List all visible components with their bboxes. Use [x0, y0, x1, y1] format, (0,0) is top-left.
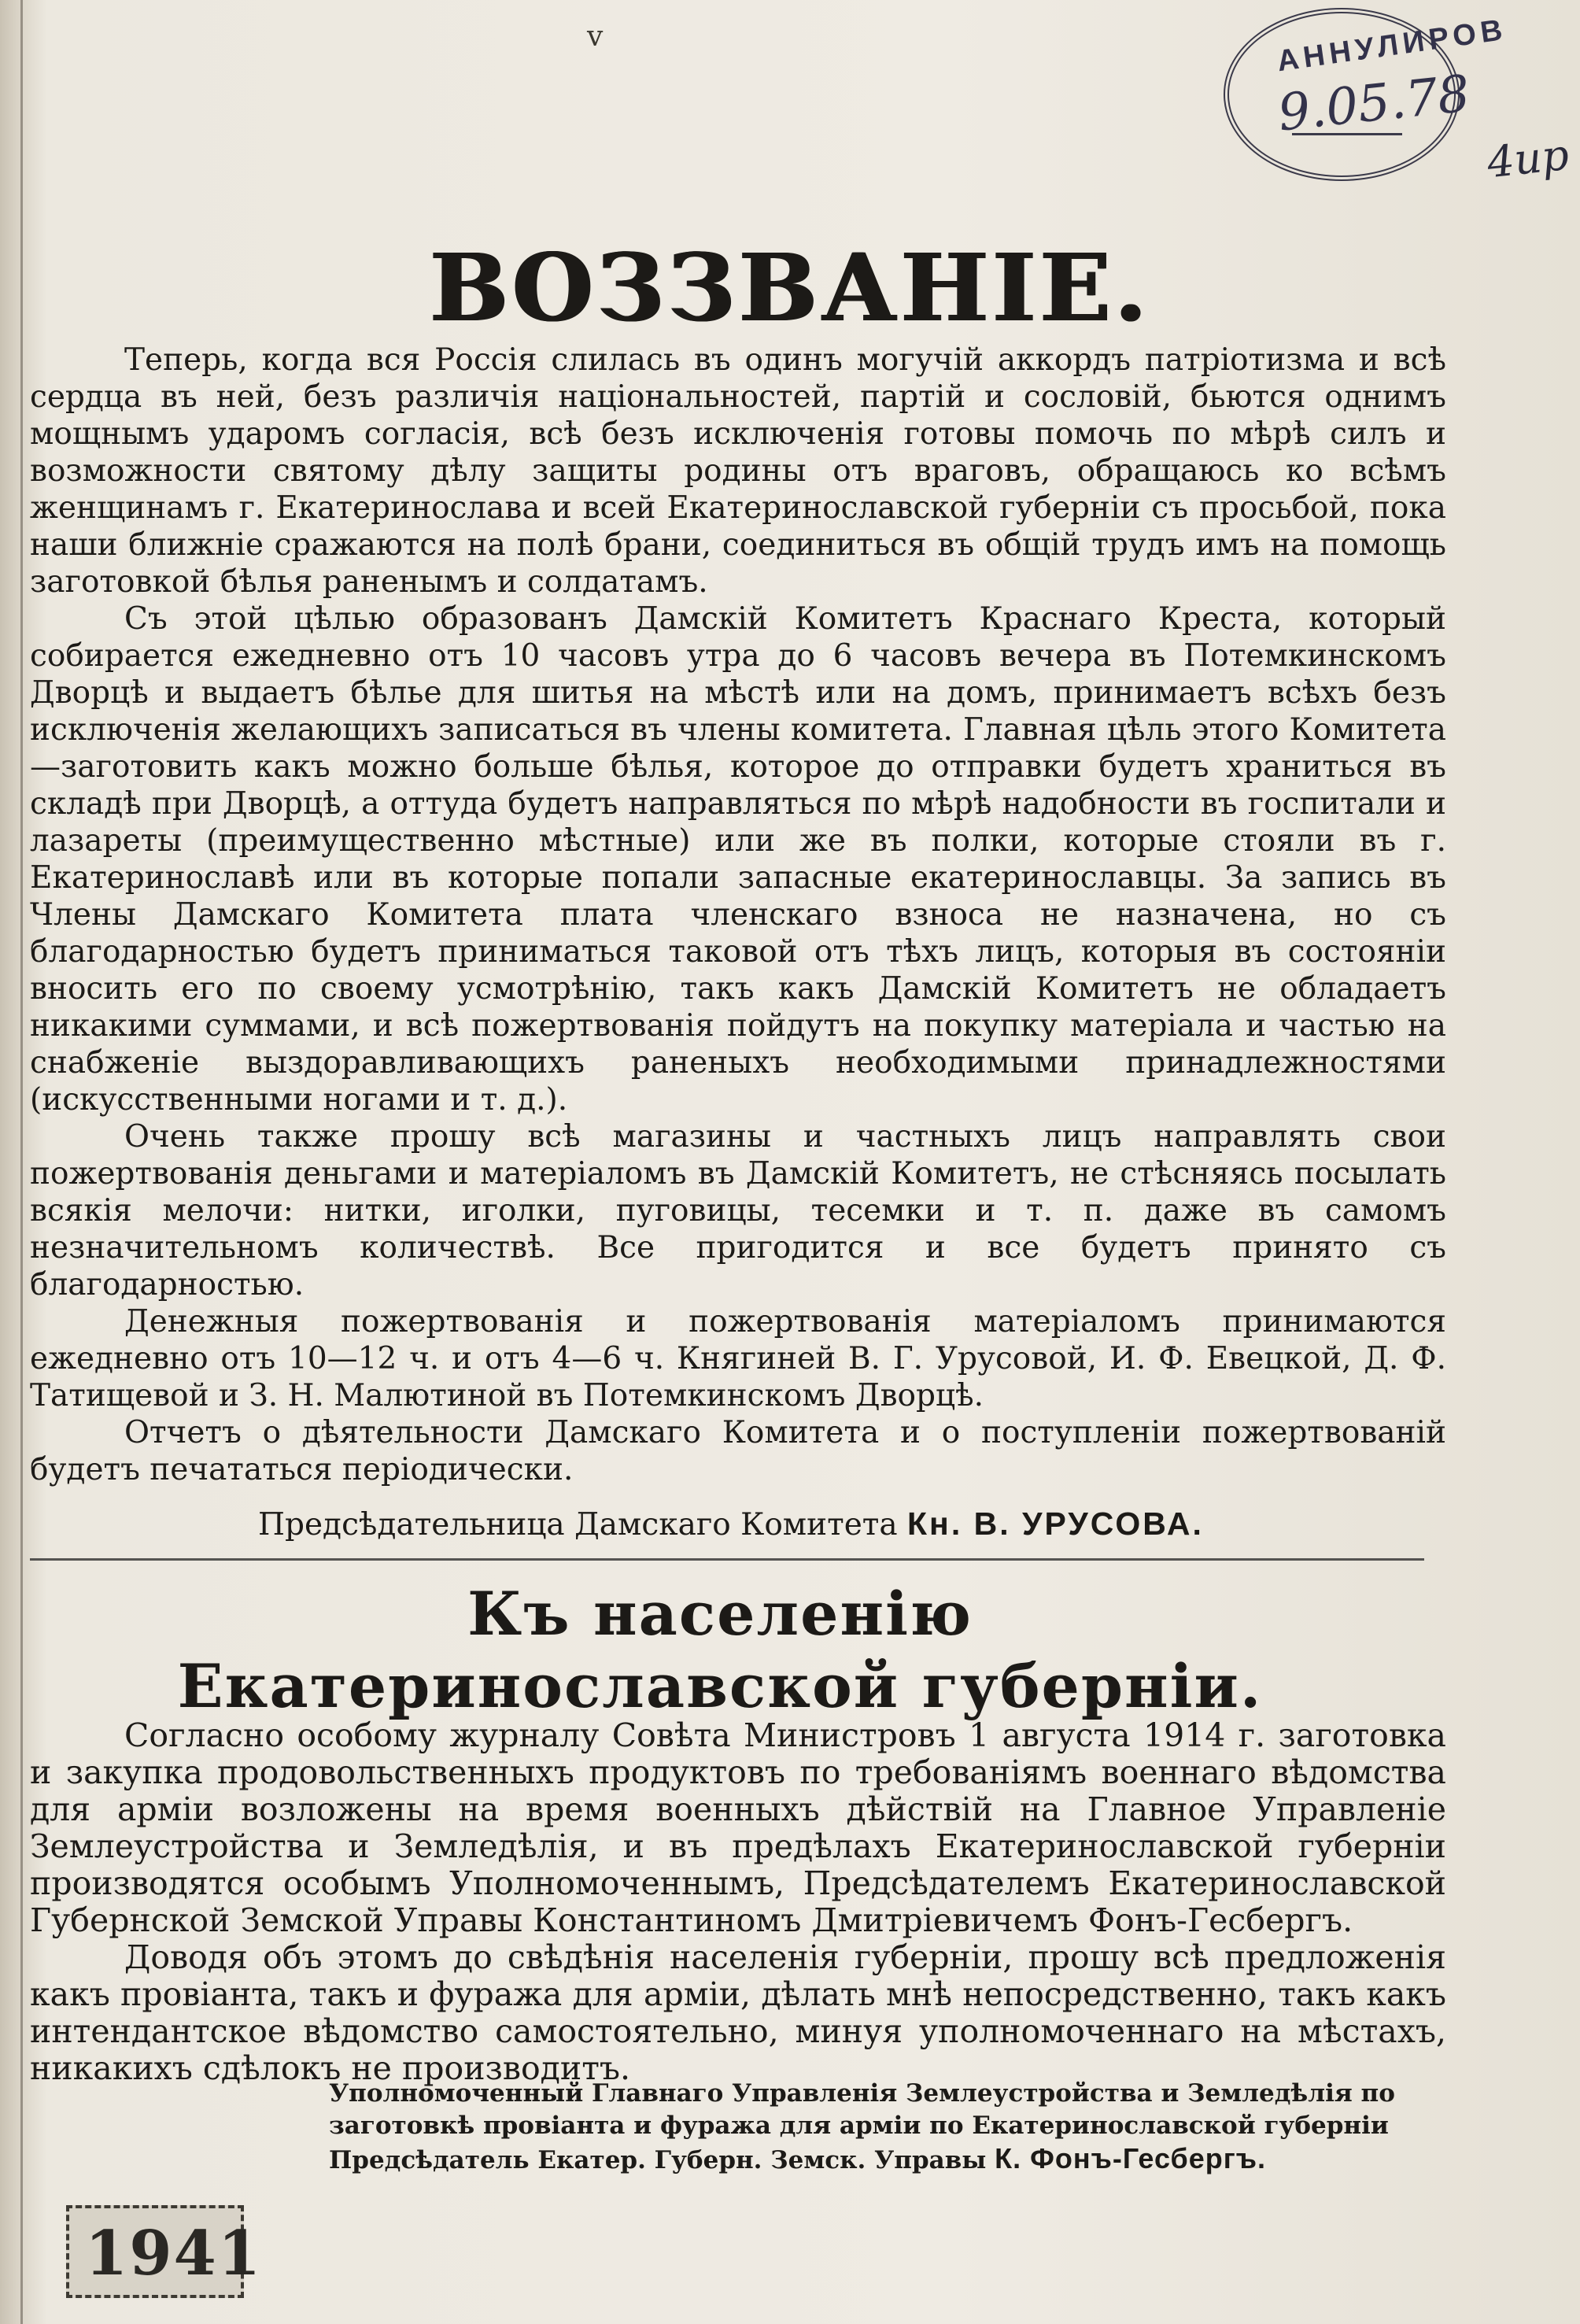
second-heading-line1: Къ населенію	[467, 1579, 973, 1649]
second-signature-line2: заготовкѣ провіанта и фуража для арміи по Екатеринославской губерніи	[329, 2112, 1389, 2140]
appeal-paragraph: Денежныя пожертвованія и пожертвованія матеріаломъ принимаются ежедневно отъ 10—12 ч. и отъ 4—6 ч. Княгиней В. Г. Урусовой, И. Ф. Евецкой, Д. Ф. Татищевой и З. Н. Малютиной въ Потемкинскомъ Дворцѣ.	[30, 1304, 1446, 1413]
second-paragraph: Доводя объ этомъ до свѣдѣнія населенія губерніи, прошу всѣ предложенія какъ провіанта, такъ и фуража для арміи, дѣлать мнѣ непосредственно, такъ какъ интендантское вѣдомство самостоятельно, минуя уполномоченнаго на мѣстахъ, никакихъ сдѣлокъ не производитъ.	[30, 1938, 1446, 2087]
second-signature-line3	[329, 2142, 1446, 2177]
top-check-mark: v	[587, 20, 604, 53]
second-heading-line2: Екатеринославской губерніи.	[177, 1651, 1263, 1721]
appeal-signature	[258, 1506, 1204, 1543]
stamp-top-text: АННУЛИРОВ	[1275, 13, 1509, 79]
section-divider	[30, 1558, 1424, 1561]
stamp-underline	[1292, 133, 1402, 156]
page-title: ВОЗЗВАНІЕ.	[429, 233, 1151, 342]
second-signature	[329, 2078, 1446, 2177]
second-signature-name: К. Фонъ-Гесбергъ.	[995, 2142, 1266, 2174]
second-signature-title: Предсѣдатель Екатер. Губерн. Земск. Управы	[329, 2146, 987, 2174]
handwritten-note: 4ир	[1484, 129, 1571, 188]
stamp-number: 9.05.78	[1275, 65, 1473, 143]
signature-title: Предсѣдательница Дамскаго Комитета	[258, 1507, 898, 1543]
appeal-paragraph: Очень также прошу всѣ магазины и частныхъ лицъ направлять свои пожертвованія деньгами и матеріаломъ въ Дамскій Комитетъ, не стѣсняясь посылать всякія мелочи: нитки, иголки, пуговицы, тесемки и т. п. даже въ самомъ незначительномъ количествѣ. Все пригодится и все будетъ принято съ благодарностью.	[30, 1119, 1446, 1302]
appeal-paragraph: Отчетъ о дѣятельности Дамскаго Комитета и о поступленіи пожертвованій будетъ печататься періодически.	[30, 1415, 1446, 1487]
binding-edge	[20, 0, 23, 2324]
annulment-stamp	[1224, 8, 1509, 181]
appeal-paragraph: Съ этой цѣлью образованъ Дамскій Комитетъ Краснаго Креста, который собирается ежедневно отъ 10 часовъ утра до 6 часовъ вечера въ Потемкинскомъ Дворцѣ и выдаетъ бѣлье для шитья на мѣстѣ или на домъ, принимаетъ всѣхъ безъ исключенія желающихъ записаться въ члены комитета. Главная цѣль этого Комитета—заготовить какъ можно больше бѣлья, которое до отправки будетъ храниться въ складѣ при Дворцѣ, а оттуда будетъ направляться по мѣрѣ надобности въ госпитали и лазареты (преимущественно мѣстные) или же въ полки, которые стояли въ г. Екатеринославѣ или въ которые попали запасные екатеринославцы. За запись въ Члены Дамскаго Комитета плата членскаго взноса не назначена, но съ благодарностью будетъ приниматься таковой отъ тѣхъ лицъ, которыя въ состояніи вносить его по своему усмотрѣнію, такъ какъ Дамскій Комитетъ не обладаетъ никакими суммами, и всѣ пожертвованія пойдутъ на покупку матеріала и частью на снабженіе выздоравливающихъ раненыхъ необходимыми принадлежностями (искусственными ногами и т. д.).	[30, 601, 1446, 1118]
signature-name: Кн. В. УРУСОВА.	[907, 1506, 1204, 1542]
archive-year: 1941	[85, 2218, 263, 2289]
second-body	[30, 1717, 1446, 2087]
archive-year-stamp	[66, 2205, 263, 2298]
appeal-body	[30, 342, 1446, 1488]
second-signature-line1: Уполномоченный Главнаго Управленія Землеустройства и Земледѣлія по	[329, 2079, 1395, 2108]
appeal-paragraph: Теперь, когда вся Россія слилась въ одинъ могучій аккордъ патріотизма и всѣ сердца въ ней, безъ различія національностей, партій и сословій, бьются однимъ мощнымъ ударомъ согласія, всѣ безъ исключенія готовы помочь по мѣрѣ силъ и возможности святому дѣлу защиты родины отъ враговъ, обращаюсь ко всѣмъ женщинамъ г. Екатеринослава и всей Екатеринославской губерніи съ просьбой, пока наши ближніе сражаются на полѣ брани, соединиться въ общій трудъ имъ на помощь заготовкой бѣлья раненымъ и солдатамъ.	[30, 342, 1446, 600]
second-paragraph: Согласно особому журналу Совѣта Министровъ 1 августа 1914 г. заготовка и закупка продовольственныхъ продуктовъ по требованіямъ военнаго вѣдомства для арміи возложены на время военныхъ дѣйствій на Главное Управленіе Землеустройства и Земледѣлія, и въ предѣлахъ Екатеринославской губерніи производятся особымъ Уполномоченнымъ, Предсѣдателемъ Екатеринославской Губернской Земской Управы Константиномъ Дмитріевичемъ Фонъ-Гесбергъ.	[30, 1716, 1446, 1939]
